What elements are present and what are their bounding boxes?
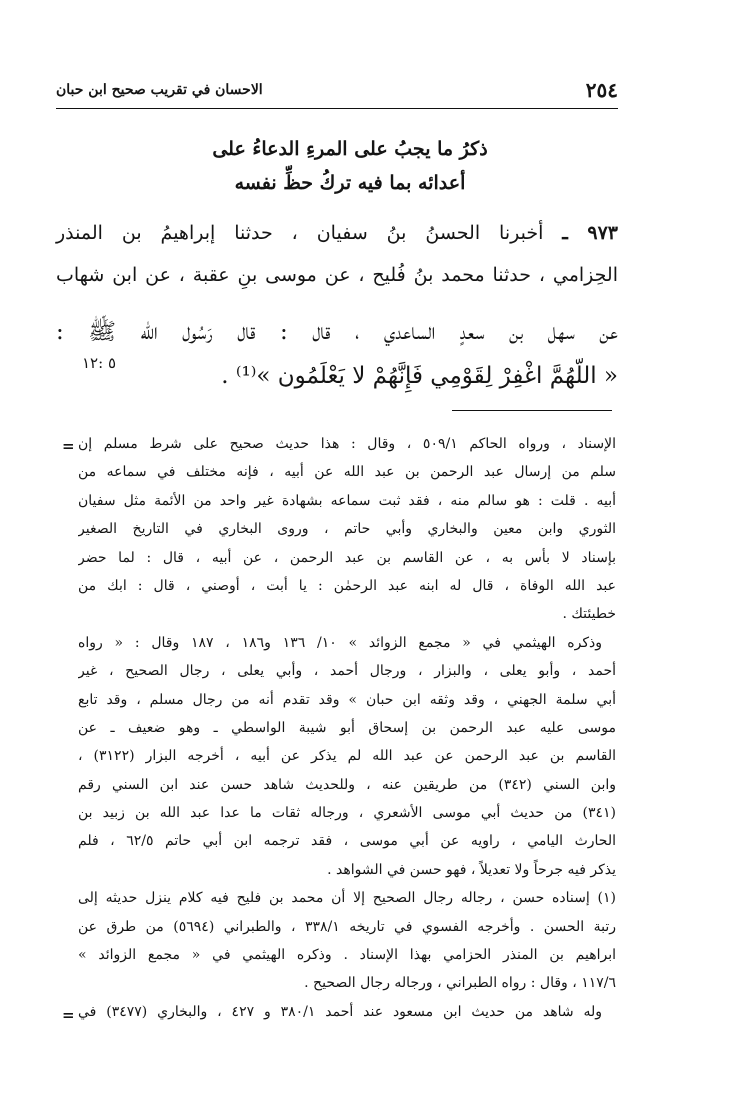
chapter-title-line-1: ذكرُ ما يجبُ على المرءِ الدعاءُ على	[212, 138, 488, 160]
hadith-line-4: « اللّهُمَّ اغْفِرْ لِقَوْمِي فَإِنَّهُمْ لا يَعْلَمُون »⁽¹⁾ .	[221, 363, 618, 389]
footnote-line: خطيئتك .	[562, 606, 616, 623]
footnote-line: موسى عليه عبد الرحمن بن إسحاق أبو شيبة الواسطي ـ وهو ضعيف ـ عن	[78, 719, 616, 736]
footnote-line: سلم من إرسال عبد الرحمن بن عبد الله عن أبيه ، فإنه مختلف في سماعه من	[78, 464, 616, 481]
footnote-line: الحارث اليامي ، راويه عن أبي موسى ، فقد ترجمه ابن أبي حاتم ٦٢/٥ ، فلم	[78, 833, 616, 850]
footnote-1: (١) إسناده حسن ، رجاله رجال الصحيح إلا أن محمد بن فليح فيه كلام ينزل حديثه إلى	[78, 890, 616, 907]
footnote-line: أبيه . قلت : هو سالم منه ، فقد ثبت سماعه بشهادة غير واحد من الأئمة مثل سفيان	[78, 492, 616, 509]
footnote-line: أبي سلمة الجهني ، وقد وثقه ابن حبان » وقد تقدم أنه من رجال مسلم ، وقد تابع	[78, 691, 616, 708]
footnote-line: يذكر فيه جرحاً ولا تعديلاً ، فهو حسن في الشواهد .	[327, 861, 616, 878]
footnote-line: الإسناد ، ورواه الحاكم ٥٠٩/١ ، وقال : هذا حديث صحيح على شرط مسلم إن	[78, 436, 616, 452]
footnote-line: بإسناد لا بأس به ، عن القاسم بن عبد الرحمن ، عن أبيه ، قال : لما حضر	[78, 549, 616, 566]
hadith-line-2: الحِزامي ، حدثنا محمد بنُ فُليح ، عن موسى بنِ عقبة ، عن ابن شهاب	[56, 264, 618, 286]
hadith-line-1-text: أخبرنا الحسنُ بنُ سفيان ، حدثنا إبراهيمُ بن المنذر	[56, 222, 544, 244]
continuation-mark-top: =	[62, 437, 75, 455]
page-number: ٢٥٤	[585, 78, 618, 102]
footnote-line: ابراهيم بن المنذر الحزامي بهذا الإسناد . وذكره الهيثمي في « مجمع الزوائد »	[78, 947, 616, 964]
hadith-number: ٩٧٣ ـ	[562, 222, 618, 244]
hadith-quote	[56, 310, 618, 398]
margin-reference: ٥ :١٢	[82, 354, 117, 372]
hadith-line-3: عن سهل بن سعدٍ الساعدي ، قال : قال رَسُول اللّه ﷺ :	[56, 319, 618, 345]
footnote-line: عبد الله الوفاة ، قال له ابنه عبد الرحمٰن : يا أبت ، أوصني ، قال : ابك من	[78, 577, 616, 594]
footnote-line: وذكره الهيثمي في « مجمع الزوائد » ١٠/ ١٣٦ و١٨٦ ، ١٨٧ وقال : « رواه	[78, 634, 602, 651]
chapter-title-line-2: أعدائه بما فيه تركُ حظِّ نفسه	[234, 172, 466, 194]
footnote-line: وابن السني (٣٤٢) من طريقين عنه ، وللحديث شاهد حسن عند ابن السني رقم	[78, 776, 616, 793]
chapter-title	[120, 132, 580, 200]
footnote-line: رتبة الحسن . وأخرجه الفسوي في تاريخه ٣٣٨/١ ، والطبراني (٥٦٩٤) من طرق عن	[78, 918, 616, 935]
running-title: الاحسان في تقريب صحيح ابن حبان	[56, 82, 263, 98]
footnote-line: القاسم بن عبد الرحمن عن عبد الله لم يذكر عن أبيه ، أخرجه البزار (٣١٢٢) ،	[78, 748, 616, 765]
footnote-line: ١١٧/٦ ، وقال : رواه الطبراني ، ورجاله رجال الصحيح .	[304, 975, 616, 992]
hadith-text	[56, 212, 618, 296]
footnotes	[78, 430, 616, 1026]
footnote-line: الثوري وابن معين والبخاري وأبي حاتم ، وروى البخاري في التاريخ الصغير	[78, 521, 616, 538]
footnote-line: أحمد ، وأبو يعلى ، والبزار ، ورجال أحمد ، وأبي يعلى ، رجال الصحيح ، غير	[78, 663, 616, 680]
hadith-line-1	[56, 212, 618, 254]
page-header	[56, 74, 618, 109]
continuation-mark-bottom: =	[62, 1006, 75, 1024]
footnote-line: (٣٤١) من حديث أبي موسى الأشعري ، ورجاله ثقات ما عدا عبد الله بن زبيد بن	[78, 805, 616, 822]
footnote-divider	[452, 410, 612, 411]
footnote-line: وله شاهد من حديث ابن مسعود عند أحمد ٣٨٠/١ و ٤٢٧ ، والبخاري (٣٤٧٧) في	[78, 1003, 603, 1020]
